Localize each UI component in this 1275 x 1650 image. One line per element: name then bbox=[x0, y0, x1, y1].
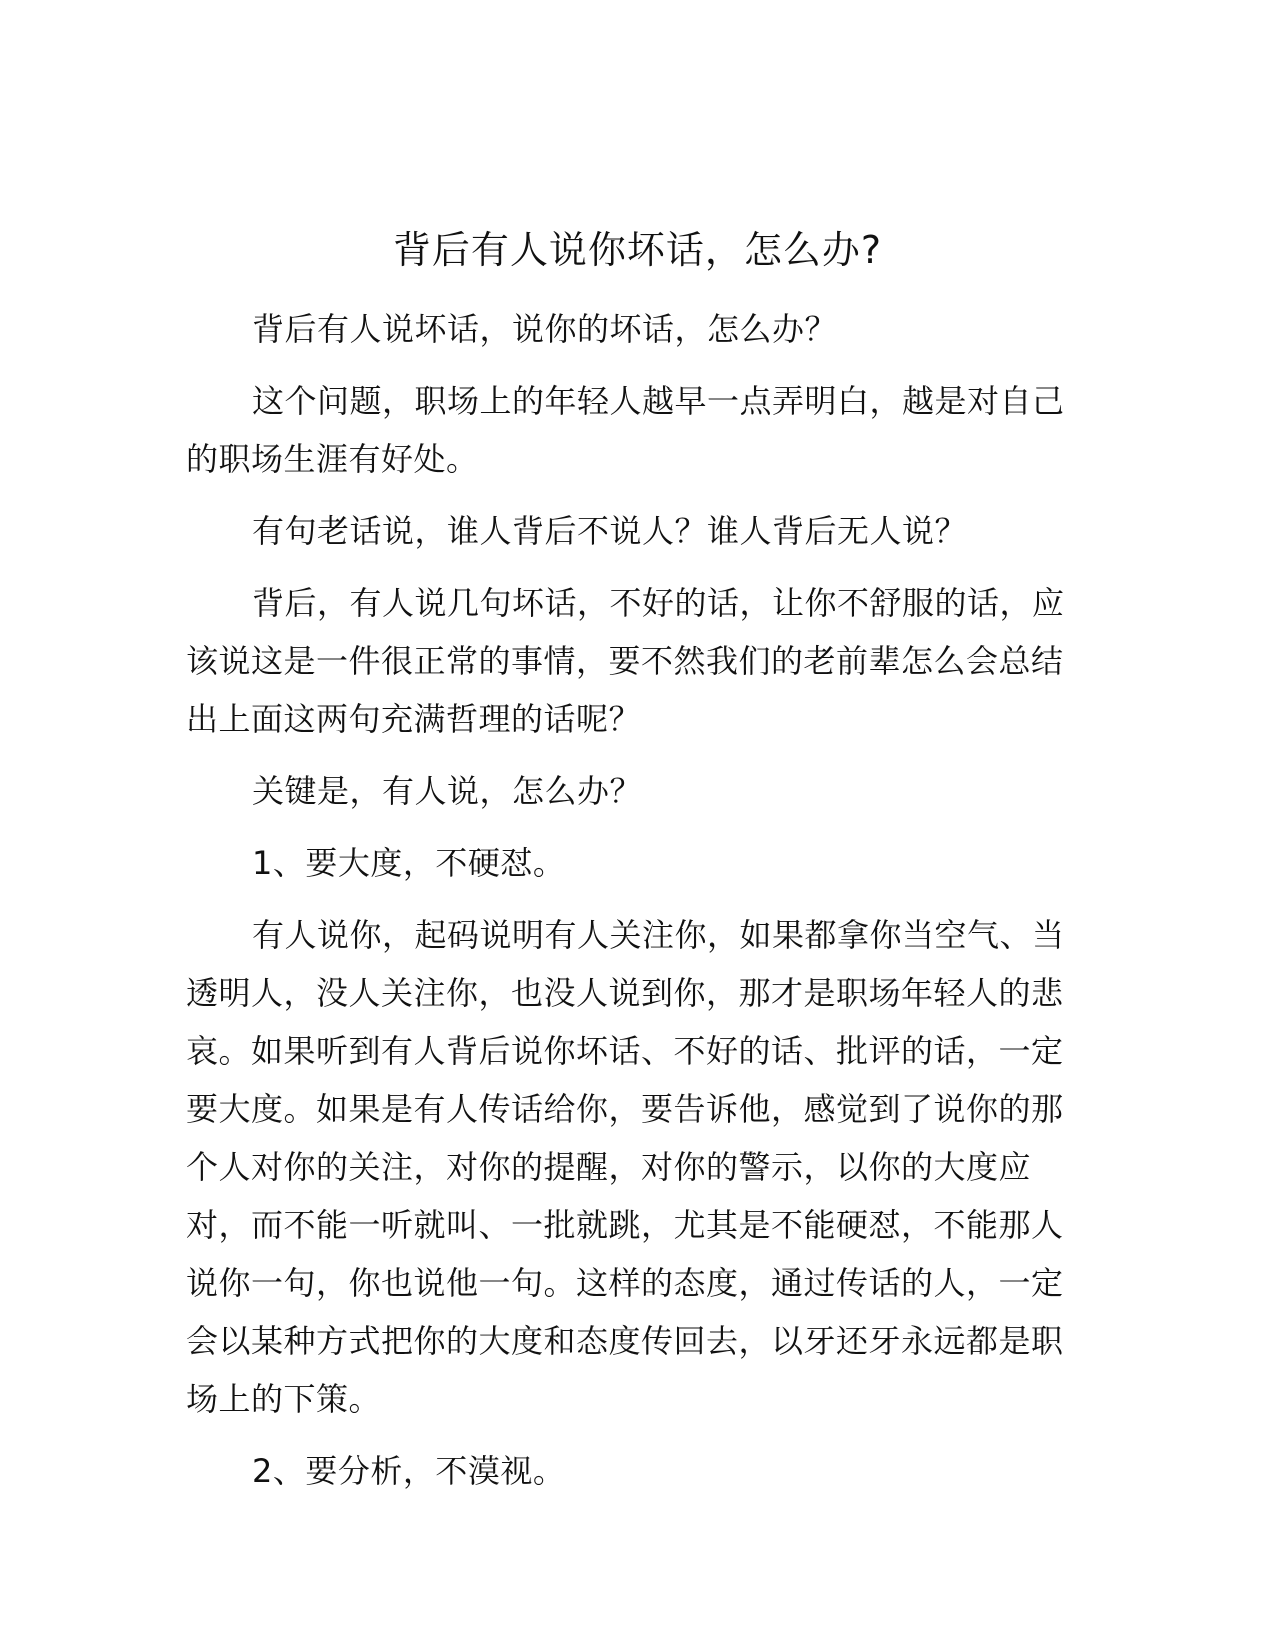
section-heading-1: 1、要大度，不硬怼。 bbox=[252, 844, 566, 882]
section-heading-2: 2、要分析，不漠视。 bbox=[252, 1452, 566, 1490]
paragraph-6: 有人说你，起码说明有人关注你，如果都拿你当空气、当透明人，没人关注你，也没人说到你，那才是职场年轻人的悲哀。如果听到有人背后说你坏话、不好的话、批评的话，一定要大度。如果是有人传话给你，要告诉他，感觉到了说你的那个人对你的关注，对你的提醒，对你的警示，以你的大度应对，而不能一听就叫、一批就跳，尤其是不能硬怼，不能那人说你一句，你也说他一句。这样的态度，通过传话的人，一定会以某种方式把你的大度和态度传回去，以牙还牙永远都是职场上的下策。 bbox=[186, 916, 1065, 1418]
document-body bbox=[186, 300, 1091, 1514]
paragraph-5: 关键是，有人说，怎么办？ bbox=[252, 772, 643, 810]
paragraph-3: 有句老话说，谁人背后不说人？谁人背后无人说？ bbox=[252, 512, 968, 550]
paragraph-4: 背后，有人说几句坏话，不好的话，让你不舒服的话，应该说这是一件很正常的事情，要不然我们的老前辈怎么会总结出上面这两句充满哲理的话呢？ bbox=[186, 584, 1065, 738]
document-title: 背后有人说你坏话，怎么办? bbox=[392, 228, 883, 272]
paragraph-2: 这个问题，职场上的年轻人越早一点弄明白，越是对自己的职场生涯有好处。 bbox=[186, 382, 1065, 478]
paragraph-1: 背后有人说坏话，说你的坏话，怎么办？ bbox=[252, 310, 838, 348]
